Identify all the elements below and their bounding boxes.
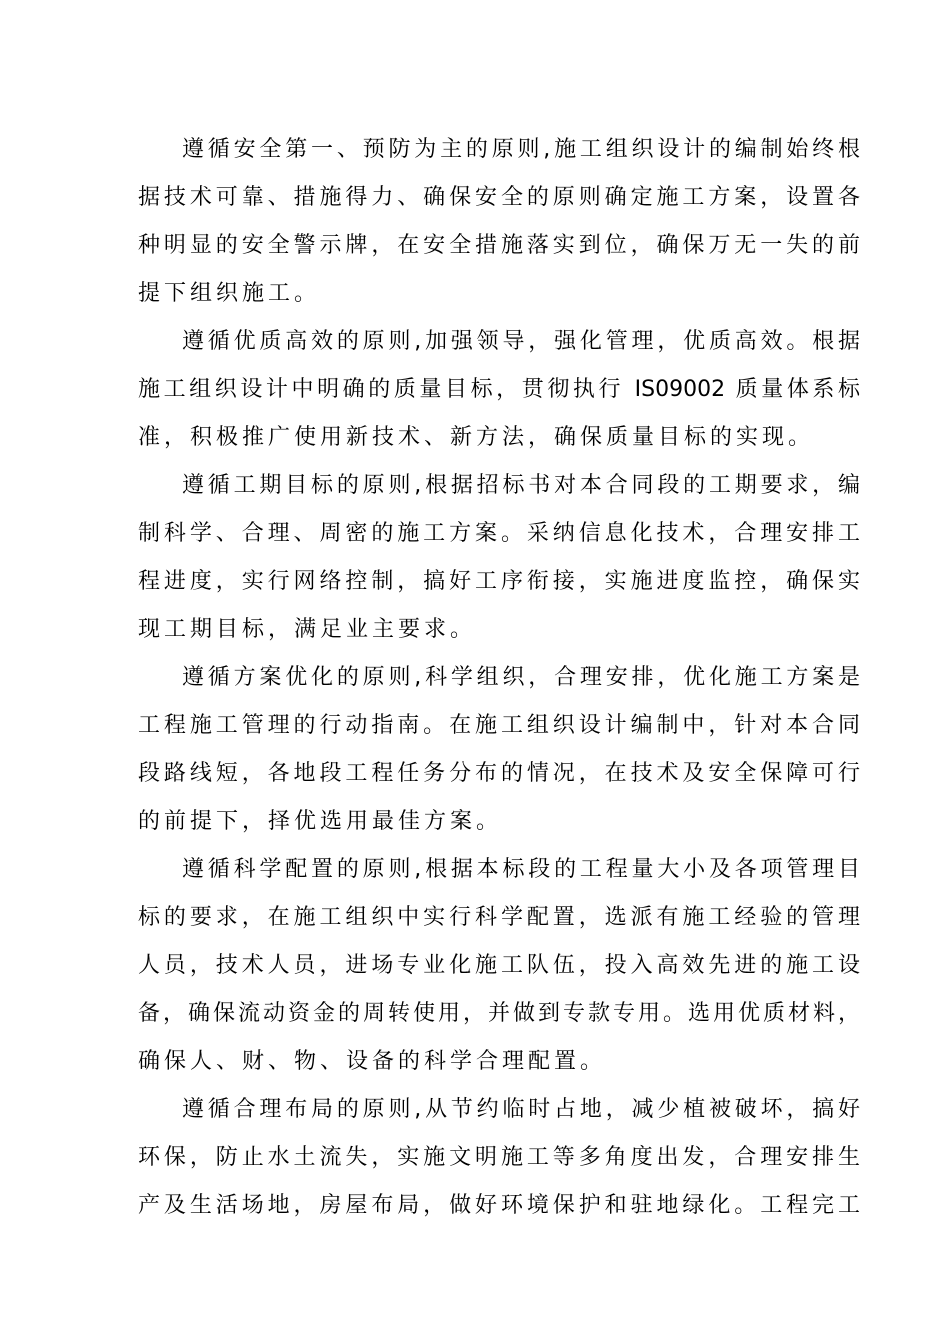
paragraph-5-line-1: 遵循科学配置的原则,根据本标段的工程量大小及各项管理目	[182, 857, 860, 882]
paragraph-6-line-1: 遵循合理布局的原则,从节约临时占地，减少植被破坏，搞好	[182, 1097, 860, 1122]
paragraph-5-line-3: 人员，技术人员，进场专业化施工队伍，投入高效先进的施工设	[138, 953, 860, 978]
paragraph-3-line-2: 制科学、合理、周密的施工方案。采纳信息化技术，合理安排工	[138, 521, 860, 546]
paragraph-4-line-1: 遵循方案优化的原则,科学组织，合理安排，优化施工方案是	[182, 665, 860, 690]
paragraph-2-line-2: 施工组织设计中明确的质量目标，贯彻执行 IS09002 质量体系标	[138, 377, 860, 402]
paragraph-3-line-1: 遵循工期目标的原则,根据招标书对本合同段的工期要求，编	[182, 473, 860, 498]
paragraph-5-line-5: 确保人、财、物、设备的科学合理配置。	[138, 1049, 607, 1074]
paragraph-5-line-2: 标的要求，在施工组织中实行科学配置，选派有施工经验的管理	[138, 905, 860, 930]
paragraph-6-line-3: 产及生活场地，房屋布局，做好环境保护和驻地绿化。工程完工	[138, 1193, 860, 1218]
paragraph-1-line-4: 提下组织施工。	[138, 281, 321, 306]
paragraph-5-line-4: 备，确保流动资金的周转使用，并做到专款专用。选用优质材料，	[138, 1001, 860, 1026]
paragraph-6-line-2: 环保，防止水土流失，实施文明施工等多角度出发，合理安排生	[138, 1145, 860, 1170]
paragraph-2-line-1: 遵循优质高效的原则,加强领导，强化管理，优质高效。根据	[182, 329, 860, 354]
paragraph-3-line-4: 现工期目标，满足业主要求。	[138, 617, 477, 642]
paragraph-1-line-1: 遵循安全第一、预防为主的原则,施工组织设计的编制始终根	[182, 137, 860, 162]
paragraph-4-line-3: 段路线短，各地段工程任务分布的情况，在技术及安全保障可行	[138, 761, 860, 786]
paragraph-4-line-2: 工程施工管理的行动指南。在施工组织设计编制中，针对本合同	[138, 713, 860, 738]
paragraph-1-line-2: 据技术可靠、措施得力、确保安全的原则确定施工方案，设置各	[138, 185, 860, 210]
paragraph-3-line-3: 程进度，实行网络控制，搞好工序衔接，实施进度监控，确保实	[138, 569, 860, 594]
paragraph-1-line-3: 种明显的安全警示牌，在安全措施落实到位，确保万无一失的前	[138, 233, 860, 258]
paragraph-2-line-3: 准，积极推广使用新技术、新方法，确保质量目标的实现。	[138, 425, 815, 450]
paragraph-4-line-4: 的前提下，择优选用最佳方案。	[138, 809, 503, 834]
